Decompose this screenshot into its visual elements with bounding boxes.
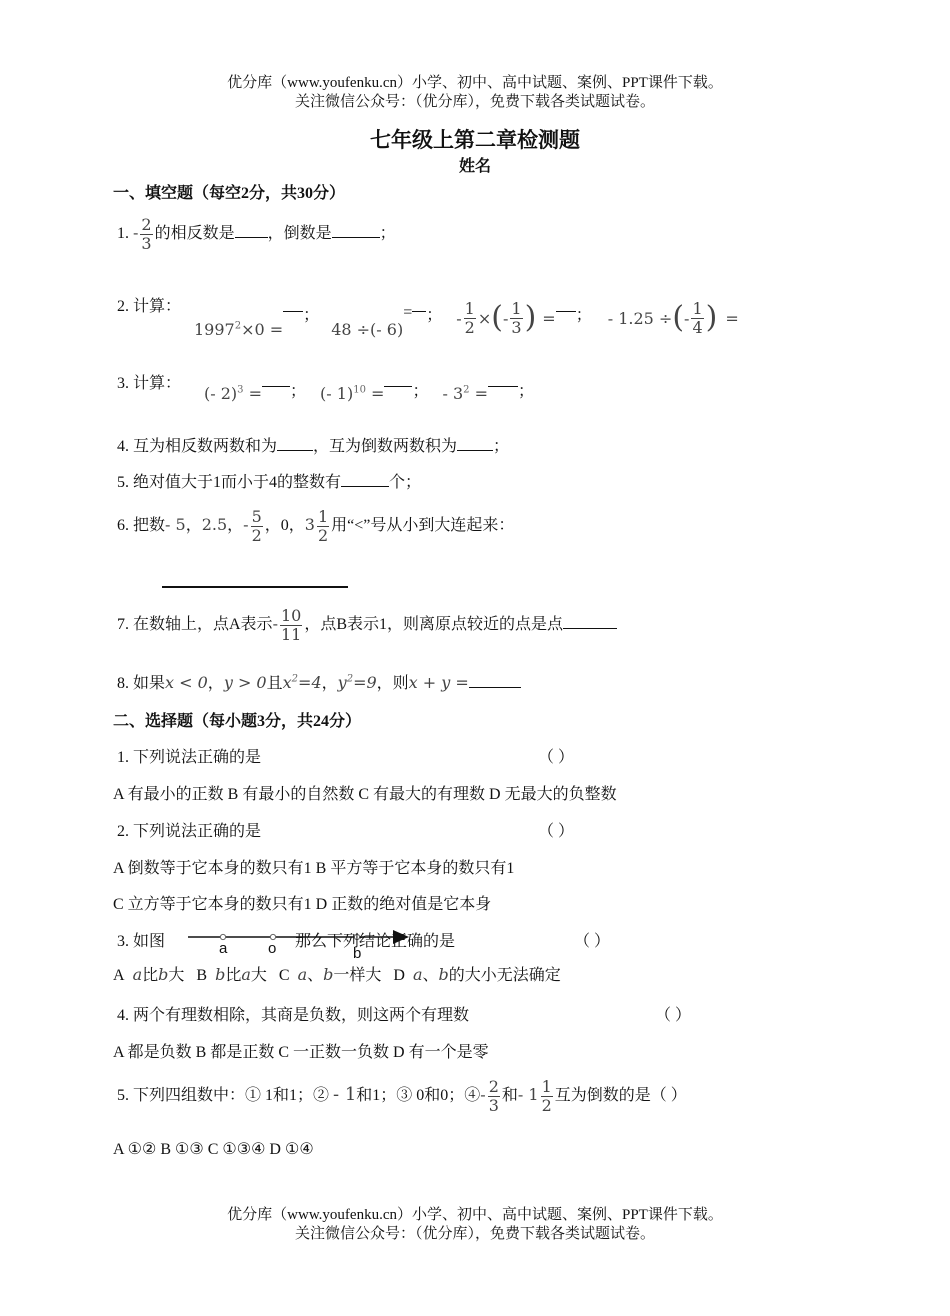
choice-1-stem: 1. 下列说法正确的是 bbox=[117, 749, 262, 766]
expr-base: (- 2) bbox=[204, 384, 238, 403]
question-1-8 bbox=[117, 670, 521, 693]
answer-line[interactable] bbox=[162, 586, 348, 588]
q-text-b: ，倒数是 bbox=[267, 225, 332, 243]
expr-eq: = bbox=[474, 384, 488, 403]
fraction bbox=[317, 508, 329, 545]
fraction bbox=[691, 300, 703, 337]
answer-blank[interactable] bbox=[563, 614, 617, 629]
answer-paren[interactable]: （ ） bbox=[538, 823, 575, 840]
point-a-marker bbox=[220, 934, 225, 939]
sep: ； bbox=[575, 306, 592, 324]
text: 、 bbox=[422, 967, 439, 984]
answer-blank[interactable] bbox=[235, 223, 268, 238]
frac-num: 2 bbox=[141, 215, 152, 234]
q-num: 2. bbox=[117, 298, 129, 315]
value: - 1 bbox=[517, 1085, 539, 1105]
question-1-4 bbox=[117, 433, 509, 456]
cond: x + y = bbox=[408, 673, 469, 692]
answer-blank[interactable] bbox=[332, 223, 380, 238]
comma: ， bbox=[207, 675, 224, 692]
frac-num: 1 bbox=[692, 298, 703, 318]
q-text-c: ； bbox=[379, 225, 396, 243]
cond-exp: 2 bbox=[291, 673, 299, 685]
q-text-a: 绝对值大于1而小于4的整数有 bbox=[133, 474, 342, 491]
sep: ； bbox=[426, 306, 443, 324]
answer-blank[interactable] bbox=[277, 436, 313, 451]
answer-blank[interactable] bbox=[556, 311, 576, 312]
section2-heading: 二、选择题（每小题3分，共24分） bbox=[113, 713, 362, 730]
text: 一样大 bbox=[333, 967, 382, 984]
question-1-5 bbox=[117, 469, 421, 492]
q-num: 1. bbox=[117, 225, 129, 243]
answer-blank[interactable] bbox=[457, 436, 493, 451]
text: 比 bbox=[142, 967, 159, 984]
option-letter: B bbox=[196, 967, 208, 984]
value: 2.5 bbox=[201, 515, 228, 535]
value: - 1 bbox=[333, 1084, 357, 1106]
text: 互为倒数的是（ ） bbox=[554, 1087, 687, 1105]
question-1-6 bbox=[117, 508, 514, 545]
cond-val: =4 bbox=[298, 673, 322, 692]
question-1-7 bbox=[117, 607, 617, 644]
cond bbox=[283, 673, 322, 692]
frac-den: 2 bbox=[464, 317, 475, 337]
expr-b bbox=[320, 384, 384, 403]
frac-num: 1 bbox=[317, 507, 329, 526]
text: 5. 下列四组数中：① 1和1；② bbox=[117, 1087, 334, 1105]
q-text-a: 如果 bbox=[133, 675, 166, 692]
var: b bbox=[323, 965, 334, 984]
neg-sign: - bbox=[243, 515, 249, 535]
q-text-b: ，点B表示1，则离原点较近的点是点 bbox=[304, 616, 564, 634]
choice-5-options: A ①② B ①③ C ①③④ D ①④ bbox=[113, 1141, 314, 1158]
cond bbox=[338, 673, 377, 692]
comma: ， bbox=[264, 517, 281, 535]
paren-left: ( bbox=[491, 300, 503, 335]
answer-blank[interactable] bbox=[384, 386, 412, 387]
q-num: 8. bbox=[117, 675, 129, 692]
expr-exp: 2 bbox=[463, 384, 470, 396]
value: 3 bbox=[304, 515, 315, 535]
neg-sign: - bbox=[133, 223, 139, 243]
q-num: 6. bbox=[117, 517, 129, 535]
sep: ； bbox=[303, 306, 320, 324]
frac-den: 3 bbox=[511, 317, 522, 337]
expr-exp: 10 bbox=[353, 384, 366, 396]
q-text-b: 用“<”号从小到大连起来： bbox=[331, 517, 515, 535]
choice-2-stem: 2. 下列说法正确的是 bbox=[117, 823, 262, 840]
expr-exp: 2 bbox=[234, 320, 242, 332]
text: 和 bbox=[501, 1087, 518, 1105]
and-text: 且 bbox=[266, 675, 283, 692]
comma: ， bbox=[227, 517, 244, 535]
frac-num: 1 bbox=[541, 1077, 552, 1096]
q-text-a: 在数轴上，点A表示 bbox=[133, 616, 273, 634]
frac-den: 11 bbox=[280, 625, 302, 644]
eq-sign: = bbox=[725, 308, 739, 328]
answer-paren[interactable]: （ ） bbox=[655, 1007, 692, 1024]
frac-den: 3 bbox=[488, 1096, 499, 1115]
var: a bbox=[297, 965, 308, 984]
choice-2-options-2: C 立方等于它本身的数只有1 D 正数的绝对值是它本身 bbox=[113, 896, 492, 913]
fraction bbox=[140, 216, 152, 253]
q-num: 4. bbox=[117, 438, 129, 455]
q-text-a: 把数 bbox=[133, 517, 166, 535]
cond-val: =9 bbox=[353, 673, 377, 692]
header-line-2: 关注微信公众号：（优分库），免费下载各类试题试卷。 bbox=[294, 94, 655, 110]
q-text-b: ，互为倒数两数积为 bbox=[313, 438, 458, 455]
footer-line-1: 优分库（www.youfenku.cn）小学、初中、高中试题、案例、PPT课件下载。 bbox=[227, 1207, 723, 1223]
expr-eq: = bbox=[248, 384, 263, 403]
eq-sign: = bbox=[542, 308, 556, 328]
fraction bbox=[541, 1078, 553, 1115]
cond-exp: 2 bbox=[346, 673, 354, 685]
answer-blank[interactable] bbox=[488, 386, 518, 387]
fraction bbox=[464, 300, 476, 337]
frac-num: 10 bbox=[280, 606, 302, 625]
choice-4-stem: 4. 两个有理数相除，其商是负数，则这两个有理数 bbox=[117, 1007, 470, 1024]
answer-paren[interactable]: （ ） bbox=[574, 933, 611, 950]
header-line-1: 优分库（www.youfenku.cn）小学、初中、高中试题、案例、PPT课件下载。 bbox=[227, 75, 723, 91]
text: 大 bbox=[250, 967, 267, 984]
choice-5-stem bbox=[117, 1078, 687, 1115]
fraction bbox=[280, 607, 302, 644]
cond: y > 0 bbox=[223, 673, 267, 692]
expr-tail: ×0 = bbox=[241, 319, 284, 339]
choice-2-options-1: A 倒数等于它本身的数只有1 B 平方等于它本身的数只有1 bbox=[113, 860, 515, 877]
page-title: 七年级上第二章检测题 bbox=[370, 128, 580, 152]
value: 0 bbox=[280, 517, 289, 535]
q-num: 3. bbox=[117, 375, 129, 392]
expr-base: (- 1) bbox=[320, 384, 354, 403]
cond: x < 0 bbox=[165, 673, 208, 692]
var: a bbox=[412, 965, 423, 984]
paren-right: ) bbox=[524, 300, 537, 335]
answer-blank[interactable] bbox=[262, 386, 290, 387]
q-text-a: 的相反数是 bbox=[154, 225, 235, 243]
option-letter: C bbox=[278, 967, 290, 984]
frac-num: 1 bbox=[511, 298, 522, 318]
q-num: 5. bbox=[117, 474, 129, 491]
answer-blank[interactable] bbox=[341, 472, 389, 487]
sep: ； bbox=[518, 383, 535, 400]
answer-blank[interactable] bbox=[469, 673, 521, 688]
text: 比 bbox=[225, 967, 242, 984]
question-1-2-label bbox=[117, 293, 181, 316]
expr-1997 bbox=[194, 320, 283, 339]
cond-var: x bbox=[282, 673, 292, 692]
cond-var: y bbox=[337, 673, 347, 692]
option-letter: D bbox=[393, 967, 405, 984]
fraction bbox=[488, 1078, 500, 1115]
var: a bbox=[132, 965, 143, 984]
q-label: 计算： bbox=[133, 298, 182, 315]
value: - 5 bbox=[165, 515, 186, 535]
var: b bbox=[215, 965, 226, 984]
neg-sign: - bbox=[272, 614, 278, 634]
choice-3-stem-a: 3. 如图 bbox=[117, 933, 166, 950]
question-1-2-exprs bbox=[194, 293, 739, 343]
comma: ， bbox=[185, 517, 202, 535]
frac-den: 2 bbox=[541, 1096, 552, 1115]
point-o-label: o bbox=[268, 940, 277, 957]
expr-eq: = bbox=[371, 384, 385, 403]
neg-sign: - bbox=[684, 308, 690, 328]
expr-125: - 1.25 ÷ bbox=[607, 308, 673, 328]
choice-3-stem-b: 那么下列结论正确的是 bbox=[295, 933, 456, 950]
expr-a bbox=[204, 384, 262, 403]
point-b-label: b bbox=[353, 945, 362, 962]
var: b bbox=[158, 965, 169, 984]
frac-den: 2 bbox=[251, 526, 262, 545]
question-1-3-exprs bbox=[204, 378, 534, 403]
frac-num: 1 bbox=[464, 298, 475, 318]
frac-den: 4 bbox=[692, 317, 703, 337]
paren-left: ( bbox=[672, 300, 685, 335]
neg-sign: - bbox=[502, 308, 509, 328]
var: a bbox=[241, 965, 251, 984]
point-a-label: a bbox=[219, 940, 228, 957]
comma: ， bbox=[321, 675, 338, 692]
times-sign: × bbox=[477, 308, 492, 328]
question-1-3-label bbox=[117, 370, 181, 393]
q-text-b: 个； bbox=[389, 474, 422, 491]
q-label: 计算： bbox=[133, 375, 182, 392]
q-text-c: ； bbox=[493, 438, 510, 455]
frac-num: 2 bbox=[488, 1077, 499, 1096]
frac-den: 3 bbox=[141, 234, 152, 253]
text: 、 bbox=[307, 967, 324, 984]
footer-line-2: 关注微信公众号：（优分库），免费下载各类试题试卷。 bbox=[294, 1226, 655, 1242]
expr-base: - 3 bbox=[442, 384, 464, 403]
frac-den: 2 bbox=[317, 526, 329, 545]
option-letter: A bbox=[113, 967, 125, 984]
answer-blank[interactable] bbox=[283, 311, 303, 312]
expr-48: 48 ÷(- 6) bbox=[331, 319, 404, 339]
expr-base: 1997 bbox=[194, 319, 235, 339]
choice-4-options: A 都是负数 B 都是正数 C 一正数一负数 D 有一个是零 bbox=[113, 1044, 489, 1061]
sep: ； bbox=[290, 383, 307, 400]
expr-exp: 3 bbox=[237, 384, 244, 396]
sep: ； bbox=[412, 383, 429, 400]
text: 的大小无法确定 bbox=[448, 967, 561, 984]
q-num: 7. bbox=[117, 616, 129, 634]
neg-sign: - bbox=[456, 308, 462, 328]
answer-paren[interactable]: （ ） bbox=[538, 749, 575, 766]
comma: ， bbox=[288, 517, 305, 535]
question-1-1 bbox=[117, 216, 396, 253]
fraction bbox=[510, 300, 522, 337]
text: 和1；③ 0和0；④ bbox=[356, 1087, 481, 1105]
section1-heading: 一、填空题（每空2分，共30分） bbox=[113, 185, 346, 202]
choice-3-options bbox=[113, 962, 561, 985]
fraction bbox=[251, 508, 263, 545]
frac-num: 5 bbox=[251, 507, 262, 526]
eq-sign: = bbox=[403, 304, 413, 321]
point-o-marker bbox=[270, 934, 275, 939]
name-label: 姓名 bbox=[458, 158, 491, 175]
paren-right: ) bbox=[705, 300, 718, 335]
text: 大 bbox=[168, 967, 185, 984]
answer-blank[interactable] bbox=[412, 311, 426, 312]
neg-sign: - bbox=[480, 1085, 486, 1105]
q-text-a: 互为相反数两数和为 bbox=[133, 438, 278, 455]
var: b bbox=[438, 965, 449, 984]
expr-c bbox=[442, 384, 488, 403]
choice-1-options: A 有最小的正数 B 有最小的自然数 C 有最大的有理数 D 无最大的负整数 bbox=[113, 786, 617, 803]
q-text-b: ，则 bbox=[376, 675, 409, 692]
